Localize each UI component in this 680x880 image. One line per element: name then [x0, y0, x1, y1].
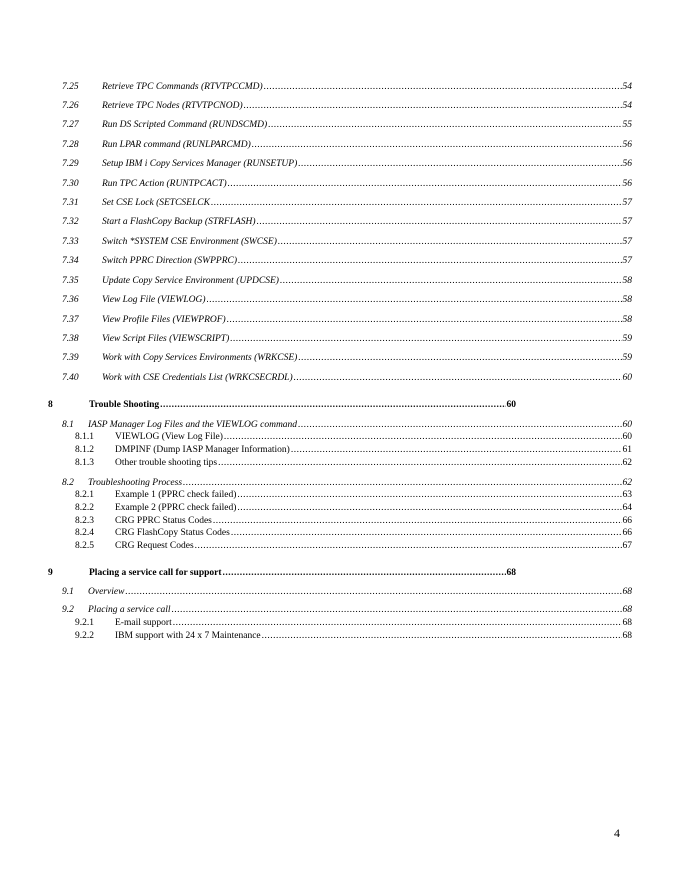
- toc-title: Placing a service call for support: [89, 568, 222, 578]
- toc-page: 58: [622, 315, 632, 325]
- toc-number: 7.29: [62, 159, 79, 169]
- toc-number: 7.34: [62, 256, 79, 266]
- toc-number: 7.33: [62, 237, 79, 247]
- toc-number: 8.2.2: [75, 503, 94, 513]
- toc-number: 7.26: [62, 101, 79, 111]
- toc-leader: [230, 333, 621, 345]
- toc-leader: [172, 604, 622, 616]
- toc-leader: [257, 216, 622, 228]
- toc-entry-7-32[interactable]: [62, 216, 632, 228]
- toc-leader: [238, 255, 622, 267]
- toc-title: Set CSE Lock (SETCSELCK: [102, 198, 210, 208]
- toc-number: 8.1: [62, 420, 74, 430]
- toc-entry-7-26[interactable]: [62, 100, 632, 112]
- toc-page: 66: [622, 516, 632, 526]
- toc-number: 8.2.3: [75, 516, 94, 526]
- toc-page: 54: [622, 82, 632, 92]
- toc-leader: [298, 352, 621, 364]
- toc-number: 7.25: [62, 82, 79, 92]
- toc-page: 68: [622, 618, 632, 628]
- toc-page: 66: [622, 528, 632, 538]
- toc-title: Work with CSE Credentials List (WRKCSECRDL): [102, 373, 293, 383]
- toc-page: 57: [622, 198, 632, 208]
- toc-title: Run DS Scripted Command (RUNDSCMD): [102, 120, 268, 130]
- toc-page: 61: [622, 445, 632, 455]
- toc-entry-8-2-2[interactable]: [75, 502, 632, 514]
- toc-leader: [298, 419, 621, 431]
- toc-title: CRG FlashCopy Status Codes: [115, 528, 230, 538]
- toc-title: VIEWLOG (View Log File): [115, 432, 223, 442]
- toc-leader: [224, 431, 622, 443]
- toc-page: 62: [622, 478, 632, 488]
- toc-title: Update Copy Service Environment (UPDCSE): [102, 276, 279, 286]
- toc-leader: [268, 119, 621, 131]
- toc-page: 60: [622, 373, 632, 383]
- toc-leader: [262, 630, 622, 642]
- toc-entry-7-36[interactable]: [62, 294, 632, 306]
- toc-number: 7.40: [62, 373, 79, 383]
- toc-title: CRG Request Codes: [115, 541, 194, 551]
- toc-entry-8-2[interactable]: [62, 477, 632, 489]
- toc-number: 7.28: [62, 140, 79, 150]
- toc-page: 68: [622, 605, 632, 615]
- toc-page: 56: [622, 179, 632, 189]
- toc-page: 58: [622, 276, 632, 286]
- toc-entry-9-1[interactable]: [62, 586, 632, 598]
- toc-page: 56: [622, 140, 632, 150]
- toc-leader: [264, 81, 622, 93]
- toc-page: 57: [622, 217, 632, 227]
- toc-entry-7-27[interactable]: [62, 119, 632, 131]
- toc-number: 8: [48, 400, 53, 410]
- toc-number: 8.2: [62, 478, 74, 488]
- toc-page: 59: [622, 353, 632, 363]
- toc-number: 9.2.2: [75, 631, 94, 641]
- toc-number: 7.39: [62, 353, 79, 363]
- toc-number: 9.2.1: [75, 618, 94, 628]
- toc-number: 8.2.4: [75, 528, 94, 538]
- toc-leader: [298, 158, 621, 170]
- page-number: 4: [614, 826, 620, 840]
- toc-number: 7.36: [62, 295, 79, 305]
- toc-number: 8.1.2: [75, 445, 94, 455]
- toc-entry-7-31[interactable]: [62, 197, 632, 209]
- toc-entry-7-34[interactable]: [62, 255, 632, 267]
- toc-chapter-8[interactable]: [48, 399, 516, 411]
- toc-entry-9-2-1[interactable]: [75, 617, 632, 629]
- toc-entry-9-2-2[interactable]: [75, 630, 632, 642]
- toc-title: CRG PPRC Status Codes: [115, 516, 212, 526]
- toc-page: 63: [622, 490, 632, 500]
- toc-page: 60: [622, 432, 632, 442]
- toc-title: E-mail support: [115, 618, 172, 628]
- toc-entry-8-1[interactable]: [62, 419, 632, 431]
- toc-title: Trouble Shooting: [89, 400, 160, 410]
- toc-number: 9.1: [62, 587, 74, 597]
- toc-number: 9: [48, 568, 53, 578]
- toc-title: Retrieve TPC Commands (RTVTPCCMD): [102, 82, 263, 92]
- toc-leader: [211, 197, 622, 209]
- toc-entry-7-28[interactable]: [62, 139, 632, 151]
- toc-title: View Log File (VIEWLOG): [102, 295, 206, 305]
- toc-page: 60: [506, 400, 516, 410]
- toc-page: 58: [622, 295, 632, 305]
- toc-entry-7-25[interactable]: [62, 81, 632, 93]
- toc-entry-7-30[interactable]: [62, 178, 632, 190]
- toc-entry-8-2-5[interactable]: [75, 540, 632, 552]
- toc-number: 8.2.1: [75, 490, 94, 500]
- toc-title: Example 2 (PPRC check failed): [115, 503, 237, 513]
- toc-page: 55: [622, 120, 632, 130]
- toc-entry-8-2-3[interactable]: [75, 515, 632, 527]
- toc-number: 8.2.5: [75, 541, 94, 551]
- toc-entry-8-1-2[interactable]: [75, 444, 632, 456]
- toc-title: IASP Manager Log Files and the VIEWLOG command: [88, 420, 298, 430]
- toc-entry-8-1-1[interactable]: [75, 431, 632, 443]
- toc-title: View Script Files (VIEWSCRIPT): [102, 334, 230, 344]
- toc-title: Switch PPRC Direction (SWPPRC): [102, 256, 237, 266]
- toc-number: 8.1.1: [75, 432, 94, 442]
- toc-title: Overview: [88, 587, 125, 597]
- toc-page: 68: [506, 568, 516, 578]
- toc-title: Example 1 (PPRC check failed): [115, 490, 237, 500]
- toc-leader: [231, 527, 622, 539]
- toc-page: 64: [622, 503, 632, 513]
- toc-page: 57: [622, 237, 632, 247]
- toc-title: Run TPC Action (RUNTPCACT): [102, 179, 227, 189]
- toc-number: 8.1.3: [75, 458, 94, 468]
- toc-title: Other trouble shooting tips: [115, 458, 218, 468]
- toc-title: IBM support with 24 x 7 Maintenance: [115, 631, 261, 641]
- toc-leader: [227, 314, 622, 326]
- toc-page: 56: [622, 159, 632, 169]
- toc-leader: [160, 399, 505, 411]
- toc-number: 7.30: [62, 179, 79, 189]
- toc-number: 7.37: [62, 315, 79, 325]
- toc-leader: [223, 567, 506, 579]
- toc-leader: [280, 275, 622, 287]
- toc-page: 54: [622, 101, 632, 111]
- toc-page: 60: [622, 420, 632, 430]
- toc-number: 7.31: [62, 198, 79, 208]
- toc-entry-7-40[interactable]: [62, 372, 632, 384]
- toc-page: 59: [622, 334, 632, 344]
- toc-title: Troubleshooting Process: [88, 478, 183, 488]
- toc-leader: [278, 236, 622, 248]
- toc-page: 62: [622, 458, 632, 468]
- toc-entry-7-39[interactable]: [62, 352, 632, 364]
- toc-entry-8-2-1[interactable]: [75, 489, 632, 501]
- toc-title: Work with Copy Services Environments (WRKCSE): [102, 353, 298, 363]
- toc-entry-7-35[interactable]: [62, 275, 632, 287]
- toc-title: Start a FlashCopy Backup (STRFLASH): [102, 217, 256, 227]
- toc-leader: [291, 444, 622, 456]
- toc-title: Setup IBM i Copy Services Manager (RUNSETUP): [102, 159, 298, 169]
- toc-entry-8-2-4[interactable]: [75, 527, 632, 539]
- toc-page: 57: [622, 256, 632, 266]
- toc-leader: [183, 477, 621, 489]
- toc-entry-8-1-3[interactable]: [75, 457, 632, 469]
- toc-entry-9-2[interactable]: [62, 604, 632, 616]
- toc-leader: [195, 540, 622, 552]
- toc-leader: [213, 515, 622, 527]
- toc-page: 68: [622, 587, 632, 597]
- toc-leader: [237, 502, 621, 514]
- toc-leader: [244, 100, 622, 112]
- toc-entry-7-29[interactable]: [62, 158, 632, 170]
- toc-title: Run LPAR command (RUNLPARCMD): [102, 140, 251, 150]
- toc-entry-7-37[interactable]: [62, 314, 632, 326]
- toc-title: Placing a service call: [88, 605, 171, 615]
- toc-leader: [125, 586, 621, 598]
- toc-title: Retrieve TPC Nodes (RTVTPCNOD): [102, 101, 243, 111]
- toc-leader: [207, 294, 622, 306]
- toc-leader: [218, 457, 621, 469]
- toc-chapter-9[interactable]: [48, 567, 516, 579]
- toc-leader: [228, 178, 622, 190]
- toc-page: 67: [622, 541, 632, 551]
- toc-leader: [173, 617, 622, 629]
- toc-page: 68: [622, 631, 632, 641]
- toc-leader: [252, 139, 622, 151]
- toc-title: View Profile Files (VIEWPROF): [102, 315, 226, 325]
- toc-title: Switch *SYSTEM CSE Environment (SWCSE): [102, 237, 277, 247]
- toc-number: 7.38: [62, 334, 79, 344]
- toc-number: 7.32: [62, 217, 79, 227]
- toc-number: 7.27: [62, 120, 79, 130]
- toc-leader: [237, 489, 621, 501]
- toc-leader: [294, 372, 622, 384]
- toc-number: 7.35: [62, 276, 79, 286]
- toc-title: DMPINF (Dump IASP Manager Information): [115, 445, 290, 455]
- toc-entry-7-33[interactable]: [62, 236, 632, 248]
- toc-number: 9.2: [62, 605, 74, 615]
- toc-entry-7-38[interactable]: [62, 333, 632, 345]
